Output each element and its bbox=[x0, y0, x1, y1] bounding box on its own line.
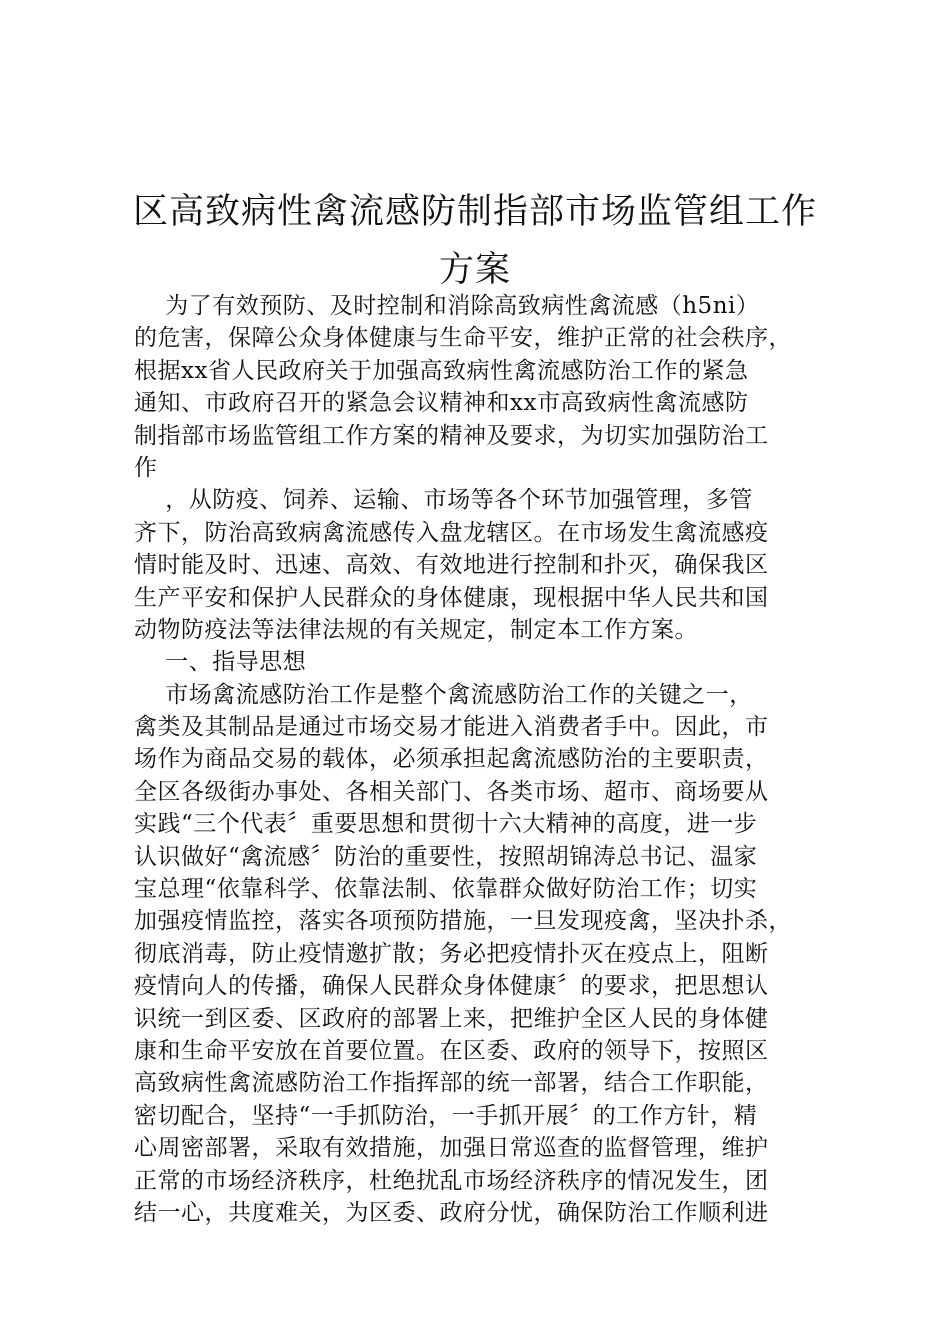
body-text-line: 识统一到区委、区政府的部署上来，把维护全区人民的身体健 bbox=[134, 1005, 769, 1032]
body-text-line: 密切配合，坚持“一手抓防治，一手抓开展〞的工作方针，精 bbox=[134, 1102, 758, 1129]
body-text-line: 动物防疫法等法律法规的有关规定，制定本工作方案。 bbox=[134, 616, 698, 643]
body-text-line: 加强疫情监控，落实各项预防措施，一旦发现疫禽，坚决扑杀， bbox=[134, 908, 792, 935]
body-text-line: 根据xx省人民政府关于加强高致病性禽流感防治工作的紧急 bbox=[134, 357, 749, 384]
body-text-line: 高致病性禽流感防治工作指挥部的统一部署，结合工作职能， bbox=[134, 1070, 769, 1097]
body-text-line: 康和生命平安放在首要位置。在区委、政府的领导下，按照区 bbox=[134, 1037, 769, 1064]
body-text-line: 彻底消毒，防止疫情邀扩散；务必把疫情扑灭在疫点上，阻断 bbox=[134, 940, 769, 967]
body-text-line: 市场禽流感防治工作是整个禽流感防治工作的关键之一， bbox=[134, 681, 753, 708]
body-text-line: 正常的市场经济秩序，杜绝扰乱市场经济秩序的情况发生，团 bbox=[134, 1167, 769, 1194]
body-text-line: 通知、市政府召开的紧急会议精神和xx市高致病性禽流感防 bbox=[134, 390, 749, 417]
body-text-line: ，从防疫、饲养、运输、市场等各个环节加强管理，多管 bbox=[134, 487, 753, 514]
body-text-line: 全区各级街办事处、各相关部门、各类市场、超市、商场要从 bbox=[134, 778, 769, 805]
body-text-line: 认识做好“禽流感〞防治的重要性，按照胡锦涛总书记、温家 bbox=[134, 843, 758, 870]
body-text-line: 心周密部署，采取有效措施，加强日常巡查的监督管理，维护 bbox=[134, 1135, 769, 1162]
body-text-line: 禽类及其制品是通过市场交易才能进入消费者手中。因此，市 bbox=[134, 714, 769, 741]
document-title-line-1: 区高致病性禽流感防制指部市场监管组工作 bbox=[132, 192, 817, 232]
document-body bbox=[134, 290, 834, 1229]
body-text-line: 结一心，共度难关，为区委、政府分忧，确保防治工作顺利进 bbox=[134, 1199, 769, 1226]
body-text-line: 的危害，保障公众身体健康与生命平安，维护正常的社会秩序， bbox=[134, 325, 792, 352]
body-text-line: 齐下，防治高致病禽流感传入盘龙辖区。在市场发生禽流感疫 bbox=[134, 519, 769, 546]
body-text-line: 情时能及时、迅速、高效、有效地进行控制和扑灭，确保我区 bbox=[134, 552, 769, 579]
body-text-line: 作 bbox=[134, 454, 158, 481]
body-text-line: 为了有效预防、及时控制和消除高致病性禽流感（h5ni） bbox=[134, 293, 760, 319]
document-title-line-2: 方案 bbox=[438, 250, 511, 290]
body-text-line: 一、指导思想 bbox=[134, 649, 307, 676]
body-text-line: 宝总理“依靠科学、依靠法制、依靠群众做好防治工作；切实 bbox=[134, 876, 758, 903]
body-text-line: 制指部市场监管组工作方案的精神及要求，为切实加强防治工 bbox=[134, 422, 769, 449]
body-text-line: 实践“三个代表〞重要思想和贯彻十六大精神的高度，进一步 bbox=[134, 811, 758, 838]
body-text-line: 生产平安和保护人民群众的身体健康，现根据中华人民共和国 bbox=[134, 584, 769, 611]
body-text-line: 疫情向人的传播，确保人民群众身体健康〞的要求，把思想认 bbox=[134, 973, 769, 1000]
body-text-line: 场作为商品交易的载体，必须承担起禽流感防治的主要职责， bbox=[134, 746, 769, 773]
